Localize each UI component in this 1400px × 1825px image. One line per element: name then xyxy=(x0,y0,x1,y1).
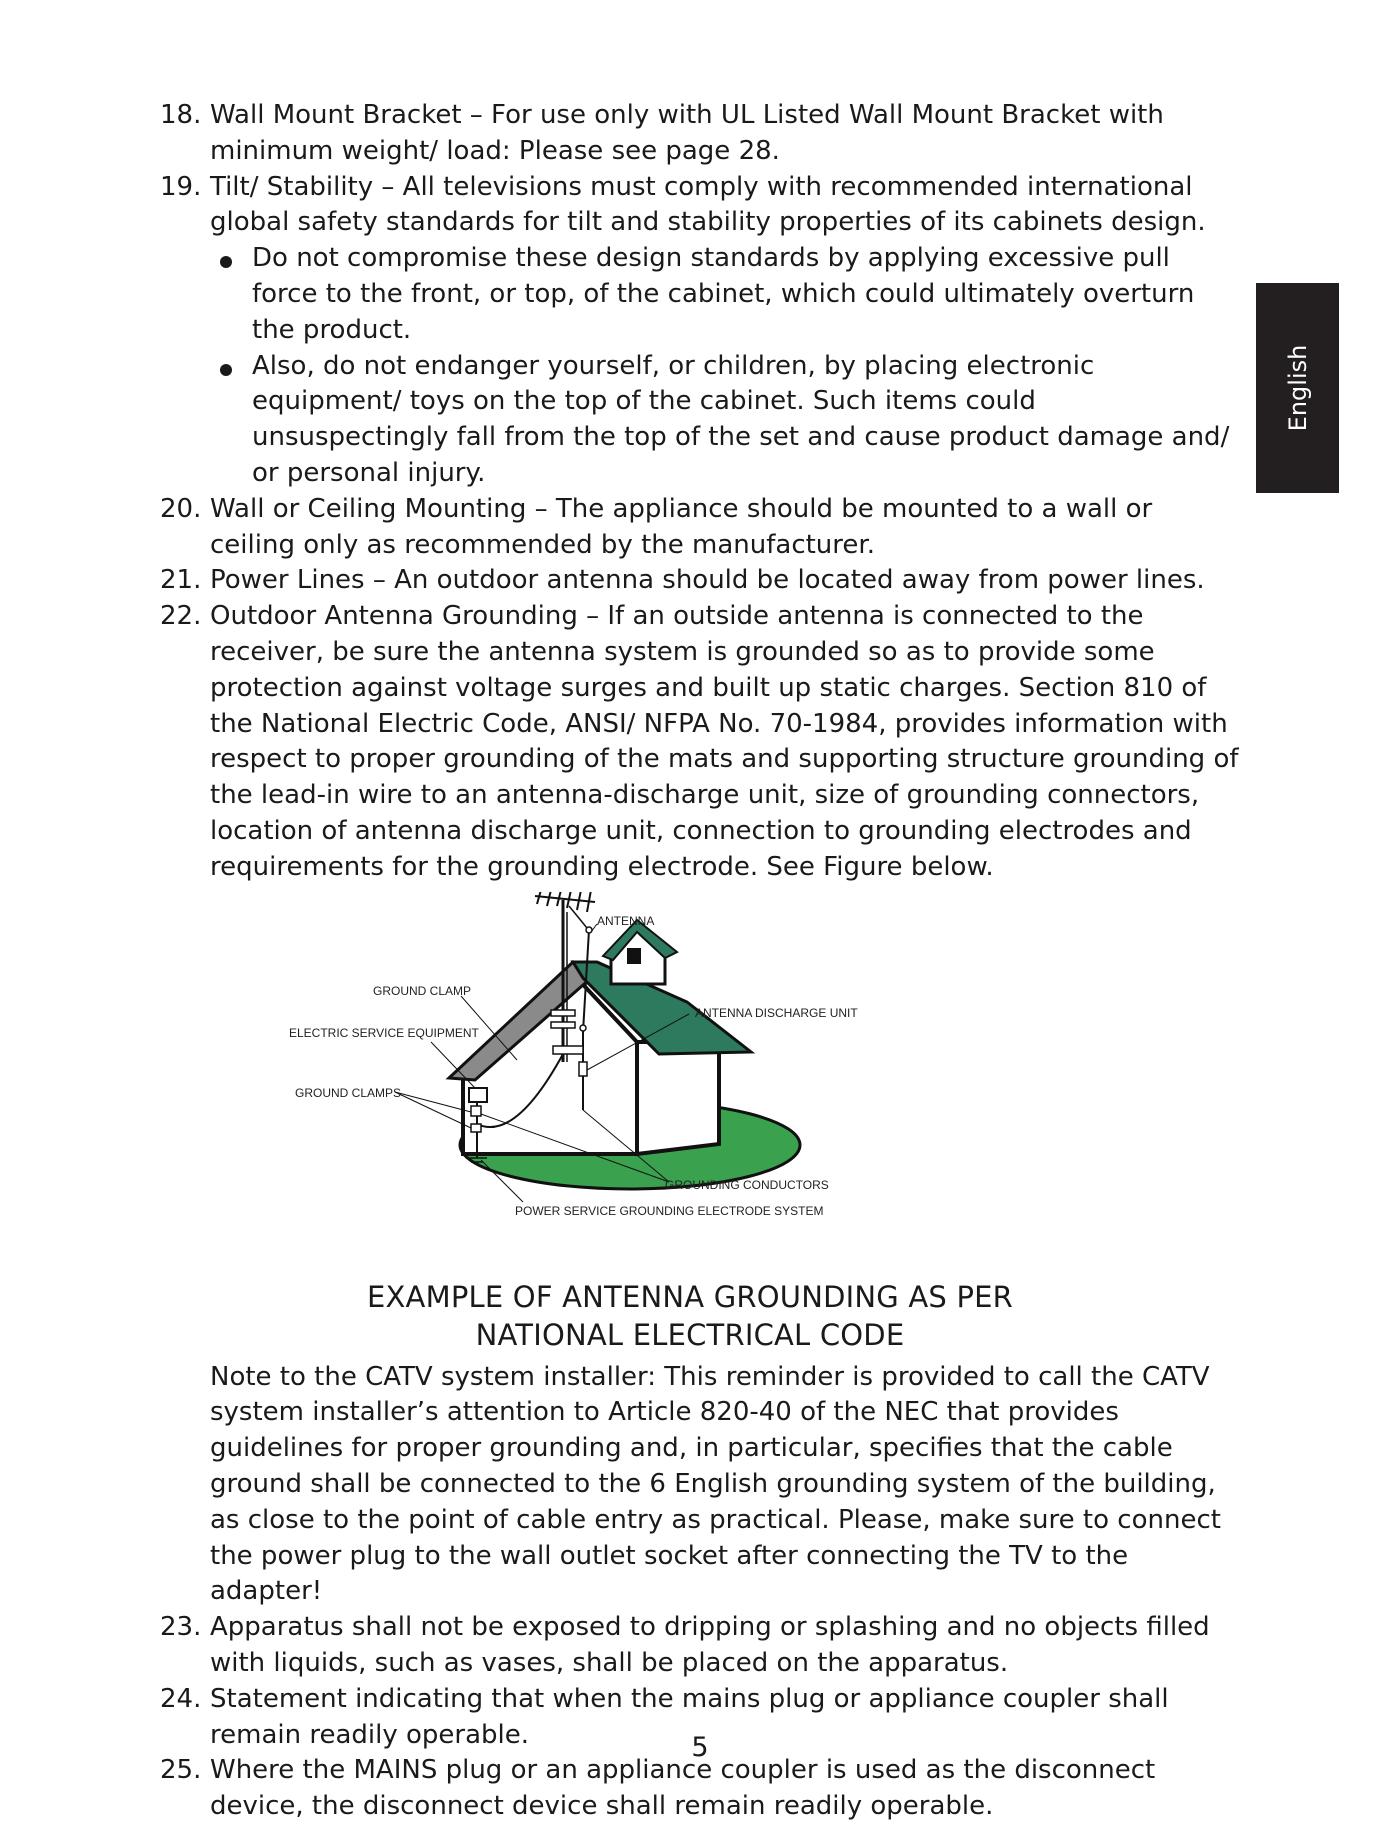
item-text: Outdoor Antenna Grounding – If an outside antenna is connected to the receiver, be sure the antenna system is grounded so as to provide some protection against voltage surges and built up static charges. Section 810 of the National Electric Code, ANSI/ NFPA No. 70-1984, provides information with respect to proper grounding of the mats and supporting structure grounding of the lead-in wire to an antenna-discharge unit, size of grounding connectors, location of antenna discharge unit, connection to grounding electrodes and requirements for the grounding electrode. See Figure below. xyxy=(210,601,1239,882)
label-electric-service-equipment: ELECTRIC SERVICE EQUIPMENT xyxy=(289,1025,479,1040)
language-tab-label: English xyxy=(1283,344,1312,432)
bullet-text: Do not compromise these design standards by applying excessive pull force to the front, or top, of the cabinet, which could ultimately overturn the product. xyxy=(252,243,1195,345)
list-item-23 xyxy=(160,1610,1240,1682)
list-item-22 xyxy=(160,599,1240,885)
item-number: 18. xyxy=(160,100,202,130)
figure-caption xyxy=(160,1278,1240,1354)
label-ground-clamp: GROUND CLAMP xyxy=(373,983,472,998)
item-text: Wall or Ceiling Mounting – The appliance should be mounted to a wall or ceiling only as recommended by the manufacturer. xyxy=(210,493,1153,560)
mast-bracket xyxy=(553,1046,583,1054)
dormer-window xyxy=(627,948,641,964)
house-side-wall xyxy=(637,1042,719,1154)
item-number: 25. xyxy=(160,1755,202,1786)
caption-line-2: NATIONAL ELECTRICAL CODE xyxy=(475,1317,905,1352)
page-content xyxy=(160,98,1240,1825)
item-number: 19. xyxy=(160,171,202,202)
bullet-list xyxy=(210,241,1240,492)
label-grounding-conductors: GROUNDING CONDUCTORS xyxy=(665,1177,829,1192)
mast-bracket xyxy=(551,1010,575,1016)
item-text: Power Lines – An outdoor antenna should be located away from power lines. xyxy=(210,565,1205,596)
bullet-item xyxy=(210,349,1240,492)
list-item-19 xyxy=(160,170,1240,492)
page-number: 5 xyxy=(691,1732,709,1763)
leader-ground-clamps xyxy=(395,1092,471,1128)
item-text: Statement indicating that when the mains plug or appliance coupler shall remain readily operable. xyxy=(210,1683,1169,1750)
item-number: 24. xyxy=(160,1683,202,1714)
caption-line-1: EXAMPLE OF ANTENNA GROUNDING AS PER xyxy=(366,1279,1014,1314)
list-item-20 xyxy=(160,492,1240,564)
lead-in-connector xyxy=(580,1025,586,1031)
mast-bracket xyxy=(551,1022,575,1028)
label-antenna: ANTENNA xyxy=(597,913,655,928)
antenna-grounding-figure xyxy=(289,892,1065,1272)
list-item-18 xyxy=(160,98,1240,170)
item-text: Tilt/ Stability – All televisions must comply with recommended international global safety standards for tilt and stability properties of its cabinets design. xyxy=(210,171,1206,238)
item-text: Apparatus shall not be exposed to dripping or splashing and no objects filled with liquids, such as vases, shall be placed on the apparatus. xyxy=(210,1612,1210,1678)
bullet-item xyxy=(210,241,1240,348)
list-item-25 xyxy=(160,1753,1240,1825)
label-antenna-discharge-unit: ANTENNA DISCHARGE UNIT xyxy=(695,1005,858,1020)
item-number: 21. xyxy=(160,565,202,596)
bullet-icon xyxy=(220,256,232,268)
label-ground-clamps: GROUND CLAMPS xyxy=(295,1085,402,1100)
label-power-service-grounding: POWER SERVICE GROUNDING ELECTRODE SYSTEM xyxy=(515,1203,824,1218)
antenna-boom xyxy=(535,896,595,902)
discharge-unit xyxy=(579,1062,587,1076)
item-text: Where the MAINS plug or an appliance coupler is used as the disconnect device, the disconnect device shall remain readily operable. xyxy=(210,1755,1156,1822)
leader-ground-clamps xyxy=(395,1092,471,1112)
list-item-21 xyxy=(160,563,1240,599)
language-tab xyxy=(1256,283,1339,493)
antenna-element xyxy=(537,892,541,904)
item-number: 22. xyxy=(160,601,202,632)
lead-in-connector xyxy=(586,927,592,933)
item-number: 20. xyxy=(160,493,202,524)
bullet-icon xyxy=(220,364,232,376)
ground-clamp-box xyxy=(471,1106,481,1116)
service-equipment-box xyxy=(469,1088,487,1102)
item-text: Wall Mount Bracket – For use only with UL Listed Wall Mount Bracket with minimum weight/ load: Please see page 28. xyxy=(210,100,1164,166)
item-number: 23. xyxy=(160,1612,202,1643)
ground-clamp-box xyxy=(471,1124,481,1132)
bullet-text: Also, do not endanger yourself, or children, by placing electronic equipment/ toys on the top of the cabinet. Such items could unsuspectingly fall from the top of the set and cause product damage and/ or personal injury. xyxy=(252,350,1230,488)
antenna-element xyxy=(547,892,551,906)
catv-installer-note: Note to the CATV system installer: This reminder is provided to call the CATV system installer’s attention to Article 820-40 of the NEC that provides guidelines for proper grounding and, in particular, specifies that the cable ground shall be connected to the 6 English grounding system of the building, as close to the point of cable entry as practical. Please, make sure to connect the power plug to the wall outlet socket after connecting the TV to the adapter! xyxy=(210,1361,1221,1607)
